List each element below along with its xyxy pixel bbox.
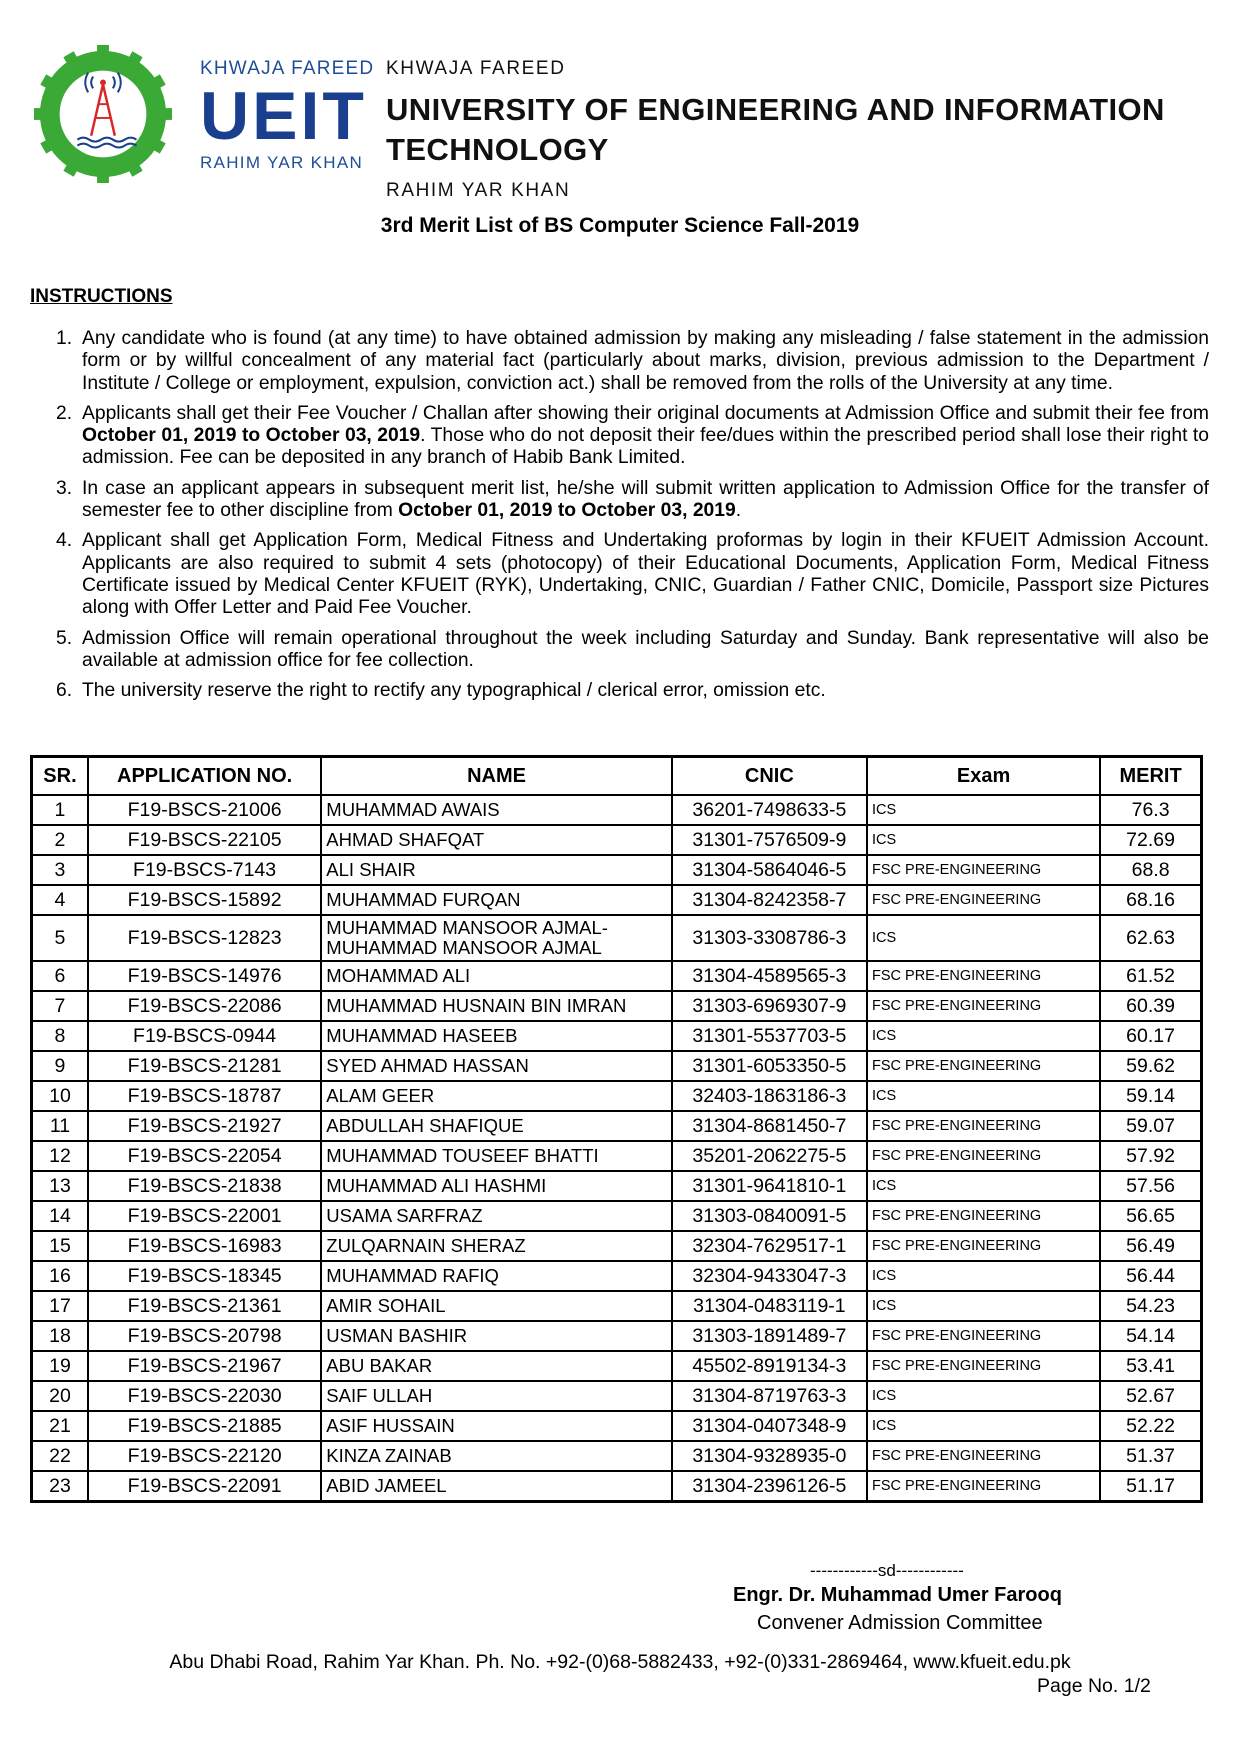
cell-merit: 62.63 [1100,915,1201,961]
instruction-number: 3. [56,477,73,499]
cell-sr: 3 [32,855,88,885]
cell-name: AHMAD SHAFQAT [321,825,671,855]
instruction-number: 5. [56,627,73,649]
table-row [32,1381,1201,1411]
cell-sr: 1 [32,795,88,825]
cell-name: ABU BAKAR [321,1351,671,1381]
cell-sr: 2 [32,825,88,855]
instruction-item [56,680,1209,702]
cell-sr: 12 [32,1141,88,1171]
brand-top-text: KHWAJA FAREED [200,58,375,79]
brand-abbreviation: UEIT [200,78,367,154]
cell-merit: 56.49 [1100,1231,1201,1261]
cell-merit: 72.69 [1100,825,1201,855]
instruction-item [56,530,1209,619]
signatory-name: Engr. Dr. Muhammad Umer Farooq [733,1584,1062,1606]
cell-name: ALI SHAIR [321,855,671,885]
cell-application-no: F19-BSCS-21838 [88,1171,321,1201]
table-row [32,1081,1201,1111]
table-row [32,855,1201,885]
instruction-item [56,328,1209,395]
cell-merit: 61.52 [1100,961,1201,991]
cell-application-no: F19-BSCS-16983 [88,1231,321,1261]
cell-sr: 18 [32,1321,88,1351]
cell-cnic: 45502-8919134-3 [672,1351,867,1381]
university-name-block [386,58,1240,202]
cell-merit: 54.23 [1100,1291,1201,1321]
signatory-role: Convener Admission Committee [757,1612,1043,1634]
cell-name: MUHAMMAD ALI HASHMI [321,1171,671,1201]
cell-application-no: F19-BSCS-21927 [88,1111,321,1141]
cell-cnic: 31304-8242358-7 [672,885,867,915]
table-row [32,1111,1201,1141]
instructions-heading: INSTRUCTIONS [30,286,173,307]
cell-cnic: 35201-2062275-5 [672,1141,867,1171]
instruction-transfer-dates: October 01, 2019 to October 03, 2019 [398,500,736,522]
cell-cnic: 31303-3308786-3 [672,915,867,961]
table-header-row [32,757,1201,795]
cell-cnic: 32304-9433047-3 [672,1261,867,1291]
column-header-cnic: CNIC [672,757,867,795]
cell-sr: 9 [32,1051,88,1081]
cell-merit: 68.8 [1100,855,1201,885]
cell-application-no: F19-BSCS-22030 [88,1381,321,1411]
cell-sr: 17 [32,1291,88,1321]
cell-merit: 57.56 [1100,1171,1201,1201]
table-row [32,1291,1201,1321]
table-row [32,1441,1201,1471]
table-row [32,1351,1201,1381]
instruction-text-pre: In case an applicant appears in subsequent merit list, he/she will submit written application to Admission Office for the transfer of semester fee to other discipline from [82,477,1209,522]
cell-exam: FSC PRE-ENGINEERING [867,1471,1100,1501]
cell-exam: FSC PRE-ENGINEERING [867,1051,1100,1081]
cell-merit: 56.65 [1100,1201,1201,1231]
university-name-top: KHWAJA FAREED [386,58,566,79]
university-full-name: UNIVERSITY OF ENGINEERING AND INFORMATION TECHNOLOGY [386,92,1165,167]
cell-application-no: F19-BSCS-22120 [88,1441,321,1471]
cell-application-no: F19-BSCS-22091 [88,1471,321,1501]
table-row [32,1171,1201,1201]
university-seal-logo [34,45,172,183]
instruction-text: The university reserve the right to rectify any typographical / clerical error, omission etc. [82,680,826,702]
cell-sr: 21 [32,1411,88,1441]
cell-sr: 10 [32,1081,88,1111]
cell-exam: ICS [867,1171,1100,1201]
cell-name: USMAN BASHIR [321,1321,671,1351]
brand-bottom-text: RAHIM YAR KHAN [200,153,364,172]
cell-sr: 19 [32,1351,88,1381]
cell-sr: 6 [32,961,88,991]
table-row [32,1261,1201,1291]
cell-sr: 11 [32,1111,88,1141]
cell-exam: FSC PRE-ENGINEERING [867,1351,1100,1381]
cell-cnic: 31303-6969307-9 [672,991,867,1021]
cell-cnic: 31304-2396126-5 [672,1471,867,1501]
cell-name: KINZA ZAINAB [321,1441,671,1471]
cell-merit: 56.44 [1100,1261,1201,1291]
cell-name: ALAM GEER [321,1081,671,1111]
cell-merit: 51.17 [1100,1471,1201,1501]
cell-application-no: F19-BSCS-22105 [88,825,321,855]
cell-exam: FSC PRE-ENGINEERING [867,1231,1100,1261]
cell-exam: ICS [867,825,1100,855]
cell-cnic: 31304-0407348-9 [672,1411,867,1441]
cell-merit: 52.22 [1100,1411,1201,1441]
cell-cnic: 31303-1891489-7 [672,1321,867,1351]
cell-application-no: F19-BSCS-18787 [88,1081,321,1111]
cell-exam: FSC PRE-ENGINEERING [867,1111,1100,1141]
column-header-name: NAME [321,757,671,795]
cell-exam: ICS [867,1381,1100,1411]
cell-merit: 60.39 [1100,991,1201,1021]
cell-exam: ICS [867,1021,1100,1051]
cell-application-no: F19-BSCS-21361 [88,1291,321,1321]
cell-name: ABDULLAH SHAFIQUE [321,1111,671,1141]
cell-application-no: F19-BSCS-22001 [88,1201,321,1231]
instruction-number: 4. [56,530,73,552]
document-title: 3rd Merit List of BS Computer Science Fall-2019 [380,214,860,237]
cell-merit: 53.41 [1100,1351,1201,1381]
cell-sr: 4 [32,885,88,915]
instruction-text-post: . Those who do not deposit their fee/dues within the prescribed period shall lose their right to admission. Fee can be deposited in any branch of Habib Bank Limited. [82,425,1209,469]
cell-sr: 15 [32,1231,88,1261]
footer-address: Abu Dhabi Road, Rahim Yar Khan. Ph. No. +92-(0)68-5882433, +92-(0)331-2869464, www.kfueit.edu.pk [169,1651,1071,1673]
cell-name: MOHAMMAD ALI [321,961,671,991]
cell-name: USAMA SARFRAZ [321,1201,671,1231]
cell-application-no: F19-BSCS-14976 [88,961,321,991]
cell-exam: FSC PRE-ENGINEERING [867,1201,1100,1231]
cell-application-no: F19-BSCS-22086 [88,991,321,1021]
column-header-exam: Exam [867,757,1100,795]
cell-sr: 23 [32,1471,88,1501]
cell-merit: 57.92 [1100,1141,1201,1171]
cell-exam: FSC PRE-ENGINEERING [867,961,1100,991]
cell-cnic: 31304-8681450-7 [672,1111,867,1141]
cell-exam: ICS [867,1081,1100,1111]
brand-wordmark [200,58,375,174]
instructions-list [56,328,1209,710]
cell-application-no: F19-BSCS-15892 [88,885,321,915]
cell-name: ASIF HUSSAIN [321,1411,671,1441]
cell-exam: ICS [867,1291,1100,1321]
cell-merit: 68.16 [1100,885,1201,915]
cell-sr: 22 [32,1441,88,1471]
university-city: RAHIM YAR KHAN [386,180,571,201]
cell-cnic: 31301-6053350-5 [672,1051,867,1081]
table-row [32,915,1201,961]
cell-cnic: 32403-1863186-3 [672,1081,867,1111]
cell-name: MUHAMMAD MANSOOR AJMAL-MUHAMMAD MANSOOR AJMAL [321,915,671,961]
cell-name: SYED AHMAD HASSAN [321,1051,671,1081]
cell-merit: 59.62 [1100,1051,1201,1081]
signature-line: ------------sd------------ [810,1561,964,1580]
cell-cnic: 31304-0483119-1 [672,1291,867,1321]
cell-application-no: F19-BSCS-20798 [88,1321,321,1351]
cell-merit: 59.07 [1100,1111,1201,1141]
instruction-number: 2. [56,402,73,424]
cell-name: MUHAMMAD HUSNAIN BIN IMRAN [321,991,671,1021]
cell-name: ABID JAMEEL [321,1471,671,1501]
cell-merit: 52.67 [1100,1381,1201,1411]
cell-sr: 20 [32,1381,88,1411]
table-row [32,1231,1201,1261]
cell-application-no: F19-BSCS-0944 [88,1021,321,1051]
cell-name: MUHAMMAD RAFIQ [321,1261,671,1291]
cell-exam: FSC PRE-ENGINEERING [867,1441,1100,1471]
cell-name: MUHAMMAD TOUSEEF BHATTI [321,1141,671,1171]
cell-exam: FSC PRE-ENGINEERING [867,1141,1100,1171]
seal-gear-ring [34,45,172,183]
cell-application-no: F19-BSCS-12823 [88,915,321,961]
cell-sr: 5 [32,915,88,961]
cell-cnic: 31304-4589565-3 [672,961,867,991]
cell-cnic: 31301-7576509-9 [672,825,867,855]
cell-cnic: 32304-7629517-1 [672,1231,867,1261]
cell-exam: ICS [867,795,1100,825]
cell-sr: 14 [32,1201,88,1231]
cell-name: AMIR SOHAIL [321,1291,671,1321]
cell-application-no: F19-BSCS-21281 [88,1051,321,1081]
instruction-text: Applicant shall get Application Form, Medical Fitness and Undertaking proformas by login in their KFUEIT Admission Account. Applicants are also required to submit 4 sets (photocopy) of their Educational Documents, Application Form, Medical Fitness Certificate issued by Medical Center KFUEIT (RYK), Undertaking, CNIC, Guardian / Father CNIC, Domicile, Passport size Pictures along with Offer Letter and Paid Fee Voucher. [82,530,1209,619]
cell-cnic: 31304-8719763-3 [672,1381,867,1411]
cell-cnic: 31303-0840091-5 [672,1201,867,1231]
table-row [32,991,1201,1021]
cell-name: ZULQARNAIN SHERAZ [321,1231,671,1261]
cell-name: MUHAMMAD FURQAN [321,885,671,915]
instruction-item [56,478,1209,523]
cell-cnic: 31301-9641810-1 [672,1171,867,1201]
cell-cnic: 31301-5537703-5 [672,1021,867,1051]
instruction-number: 6. [56,680,73,702]
cell-application-no: F19-BSCS-22054 [88,1141,321,1171]
table-row [32,1471,1201,1501]
instruction-text: Any candidate who is found (at any time) to have obtained admission by making any misleading / false statement in the admission form or by willful concealment of any material fact (particularly about marks, division, previous admission to the Department / Institute / College or employment, expulsion, conviction act.) shall be removed from the rolls of the University at any time. [82,328,1209,394]
merit-list-table [30,755,1203,1503]
table-row [32,1021,1201,1051]
instruction-item [56,628,1209,673]
instruction-fee-dates: October 01, 2019 to October 03, 2019 [82,425,421,447]
cell-sr: 7 [32,991,88,1021]
cell-cnic: 31304-9328935-0 [672,1441,867,1471]
page-number: Page No. 1/2 [1037,1675,1151,1697]
cell-application-no: F19-BSCS-7143 [88,855,321,885]
instruction-text-post: . [735,500,742,522]
cell-application-no: F19-BSCS-21006 [88,795,321,825]
table-row [32,1411,1201,1441]
instruction-text-pre: Applicants shall get their Fee Voucher / Challan after showing their original documents at Admission Office and submit their fee from [82,402,1209,424]
cell-cnic: 36201-7498633-5 [672,795,867,825]
instruction-item [56,403,1209,470]
cell-merit: 51.37 [1100,1441,1201,1471]
cell-exam: ICS [867,1261,1100,1291]
column-header-sr: SR. [32,757,88,795]
cell-merit: 60.17 [1100,1021,1201,1051]
cell-sr: 16 [32,1261,88,1291]
instruction-text: Admission Office will remain operational throughout the week including Saturday and Sunday. Bank representative will also be available at admission office for fee collection. [82,627,1209,671]
table-row [32,1051,1201,1081]
cell-cnic: 31304-5864046-5 [672,855,867,885]
table-row [32,795,1201,825]
cell-application-no: F19-BSCS-21967 [88,1351,321,1381]
column-header-application-no: APPLICATION NO. [88,757,321,795]
cell-exam: ICS [867,915,1100,961]
cell-application-no: F19-BSCS-21885 [88,1411,321,1441]
table-row [32,1201,1201,1231]
table-row [32,1141,1201,1171]
cell-exam: FSC PRE-ENGINEERING [867,991,1100,1021]
cell-sr: 13 [32,1171,88,1201]
cell-exam: ICS [867,1411,1100,1441]
instruction-text [82,478,1209,523]
cell-merit: 59.14 [1100,1081,1201,1111]
cell-application-no: F19-BSCS-18345 [88,1261,321,1291]
cell-name: MUHAMMAD HASEEB [321,1021,671,1051]
cell-exam: FSC PRE-ENGINEERING [867,855,1100,885]
instruction-number: 1. [56,328,73,349]
merit-table-body [32,795,1201,1501]
table-row [32,1321,1201,1351]
cell-merit: 76.3 [1100,795,1201,825]
table-row [32,825,1201,855]
cell-exam: FSC PRE-ENGINEERING [867,1321,1100,1351]
column-header-merit: MERIT [1100,757,1201,795]
cell-exam: FSC PRE-ENGINEERING [867,885,1100,915]
table-row [32,961,1201,991]
cell-merit: 54.14 [1100,1321,1201,1351]
cell-name: MUHAMMAD AWAIS [321,795,671,825]
cell-name: SAIF ULLAH [321,1381,671,1411]
cell-sr: 8 [32,1021,88,1051]
table-row [32,885,1201,915]
instruction-text [82,403,1209,470]
